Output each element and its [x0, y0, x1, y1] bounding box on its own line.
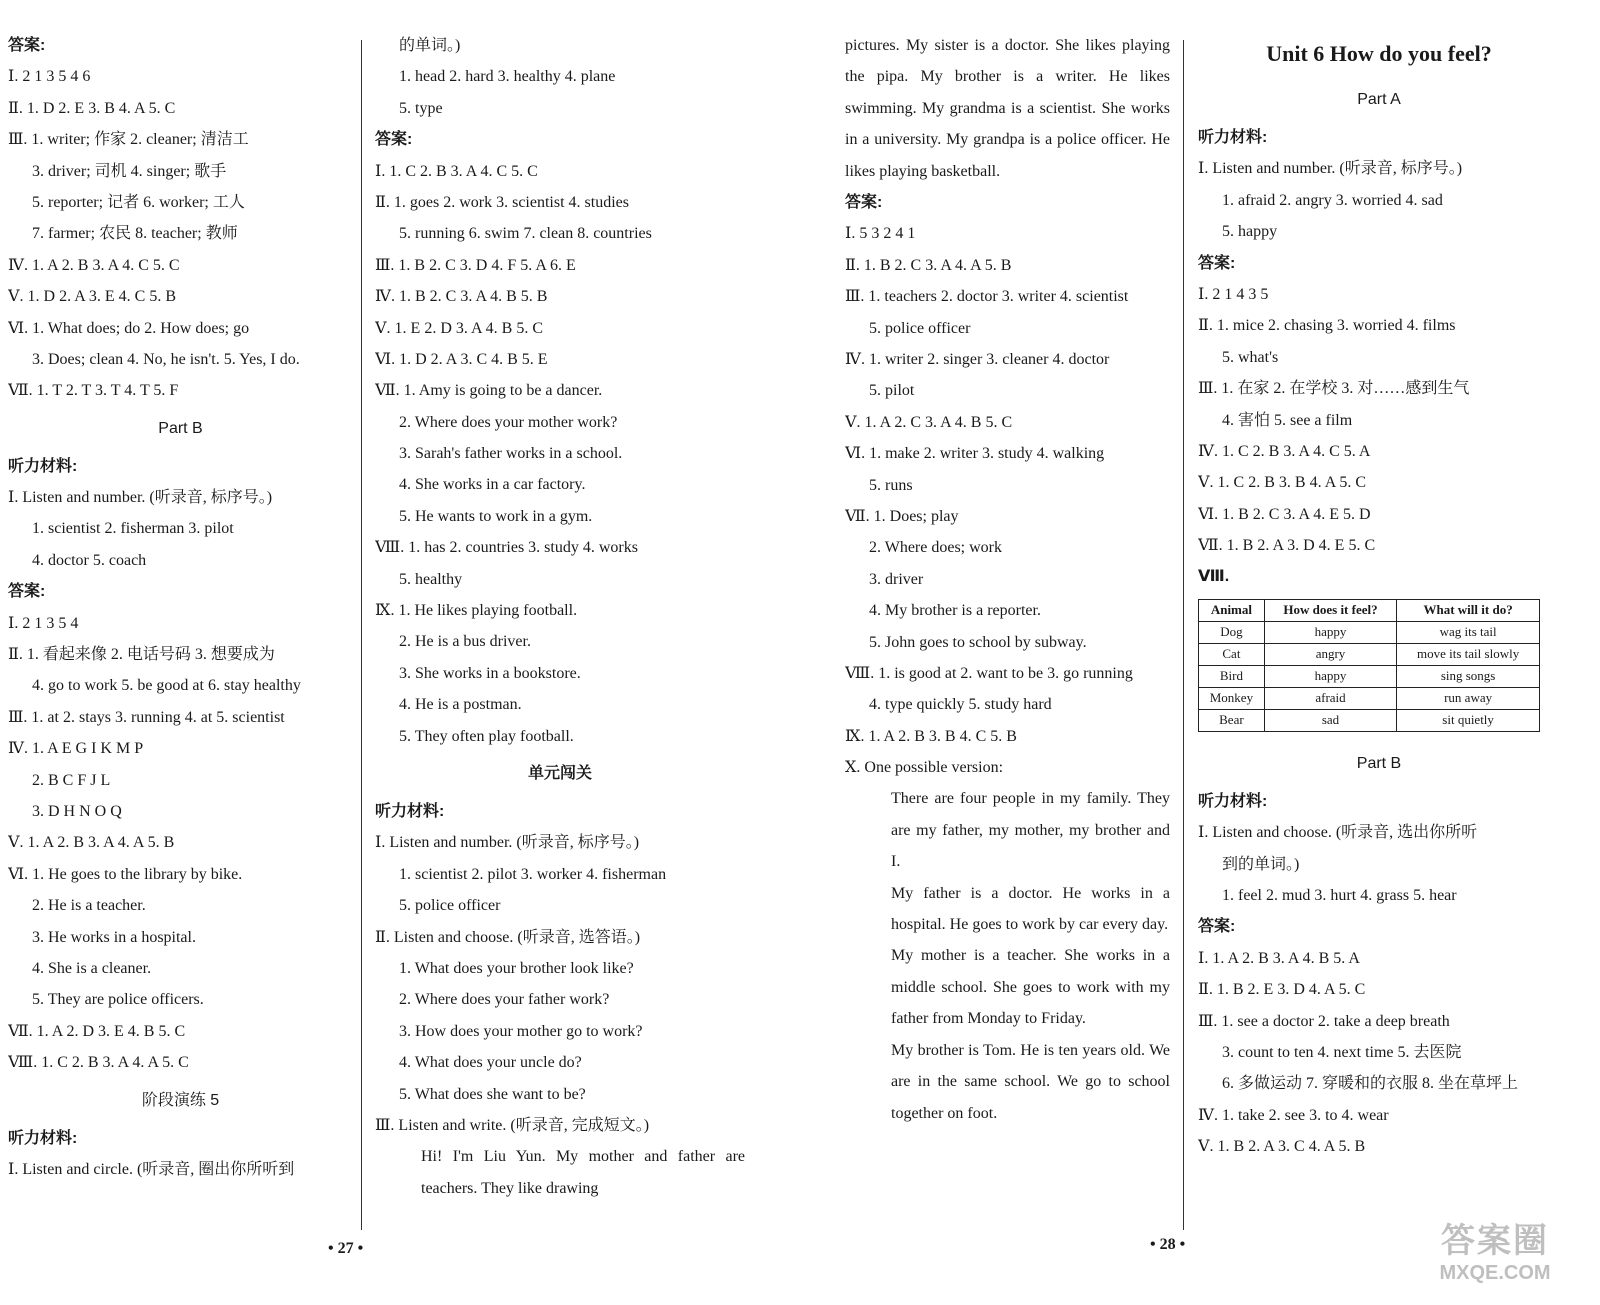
text-line: Ⅴ. 1. D 2. A 3. E 4. C 5. B	[8, 288, 177, 306]
text-line: 3. driver	[869, 570, 924, 588]
text-line: Ⅶ. 1. Amy is going to be a dancer.	[375, 382, 603, 400]
section-heading: Part B	[158, 419, 203, 437]
text-line: 4. doctor 5. coach	[32, 551, 147, 569]
text-line: Ⅳ. 1. take 2. see 3. to 4. wear	[1198, 1106, 1389, 1124]
table-cell: run away	[1397, 687, 1540, 709]
text-line: Ⅶ. 1. A 2. D 3. E 4. B 5. C	[8, 1022, 186, 1040]
text-line: 听力材料:	[8, 1129, 78, 1147]
watermark-logo	[1420, 1221, 1570, 1291]
text-line: 4. 害怕 5. see a film	[1222, 411, 1353, 429]
text-line: Ⅱ. 1. 看起来像 2. 电话号码 3. 想要成为	[8, 646, 275, 664]
unit6-part-a	[1198, 30, 1560, 593]
text-line: 3. D H N O Q	[32, 802, 122, 820]
text-line: Ⅴ. 1. E 2. D 3. A 4. B 5. C	[375, 319, 544, 337]
text-line: 5. healthy	[399, 570, 463, 588]
text-line: 2. Where does your mother work?	[399, 413, 618, 431]
text-line: 4. He is a postman.	[399, 696, 522, 714]
text-line: Ⅲ. 1. 在家 2. 在学校 3. 对……感到生气	[1198, 380, 1470, 398]
table-cell: Cat	[1199, 643, 1265, 665]
text-line: Ⅵ. 1. What does; do 2. How does; go	[8, 319, 250, 337]
text-line: 答案:	[845, 194, 883, 212]
table-cell: afraid	[1264, 687, 1396, 709]
section-heading: Unit 6 How do you feel?	[1266, 41, 1492, 66]
text-line: Ⅰ. 1. C 2. B 3. A 4. C 5. C	[375, 162, 538, 180]
text-line: 答案:	[1198, 254, 1236, 272]
text-line: Ⅲ. 1. at 2. stays 3. running 4. at 5. scientist	[8, 708, 285, 726]
text-line: Ⅰ. 1. A 2. B 3. A 4. B 5. A	[1198, 949, 1360, 967]
text-line: Ⅵ. 1. make 2. writer 3. study 4. walking	[845, 445, 1105, 463]
text-line: Ⅱ. Listen and choose. (听录音, 选答语。)	[375, 928, 641, 946]
text-line: 6. 多做运动 7. 穿暖和的衣服 8. 坐在草坪上	[1222, 1075, 1519, 1093]
text-line: 3. He works in a hospital.	[32, 928, 196, 946]
text-line: Ⅲ. 1. see a doctor 2. take a deep breath	[1198, 1012, 1450, 1030]
table-row	[1199, 687, 1540, 709]
feelings-table-header	[1199, 599, 1540, 621]
page-number-left: • 27 •	[328, 1240, 364, 1257]
text-line: 5. happy	[1222, 223, 1278, 241]
text-line: Ⅴ. 1. C 2. B 3. B 4. A 5. C	[1198, 474, 1367, 492]
text-line: 1. What does your brother look like?	[399, 959, 634, 977]
table-cell: happy	[1264, 665, 1396, 687]
section-heading: 单元闯关	[527, 764, 592, 782]
text-line: 答案:	[8, 583, 46, 601]
text-line: 1. feel 2. mud 3. hurt 4. grass 5. hear	[1222, 887, 1457, 905]
text-line: Ⅰ. Listen and circle. (听录音, 圈出你所听到	[8, 1160, 295, 1178]
text-line: 5. police officer	[869, 319, 971, 337]
text-line: 答案:	[1198, 918, 1236, 936]
text-line: My mother is a teacher. She works in a middle school. She goes to work with my father from Monday to Friday.	[891, 947, 1170, 1028]
text-line: Ⅹ. One possible version:	[845, 759, 1004, 777]
text-line: 2. Where does; work	[869, 539, 1002, 557]
text-line: Ⅲ. 1. teachers 2. doctor 3. writer 4. scientist	[845, 288, 1129, 306]
text-line: 5. type	[399, 99, 443, 117]
text-line: Ⅱ. 1. mice 2. chasing 3. worried 4. films	[1198, 317, 1456, 335]
text-line: 3. count to ten 4. next time 5. 去医院	[1222, 1043, 1462, 1061]
text-line: Ⅳ. 1. C 2. B 3. A 4. C 5. A	[1198, 442, 1371, 460]
text-line: 1. head 2. hard 3. healthy 4. plane	[399, 68, 616, 86]
text-line: 4. She is a cleaner.	[32, 959, 152, 977]
text-line: 5. They often play football.	[399, 727, 574, 745]
text-line: Ⅷ. 1. C 2. B 3. A 4. A 5. C	[8, 1054, 189, 1072]
table-cell: wag its tail	[1397, 621, 1540, 643]
text-line: Ⅰ. 2 1 3 5 4 6	[8, 68, 91, 86]
text-line: 1. afraid 2. angry 3. worried 4. sad	[1222, 191, 1443, 209]
column-2	[375, 30, 745, 1204]
text-line: 4. My brother is a reporter.	[869, 602, 1041, 620]
text-line: Ⅴ. 1. B 2. A 3. C 4. A 5. B	[1198, 1138, 1366, 1156]
text-line: 2. He is a teacher.	[32, 897, 146, 915]
text-line: Ⅵ. 1. D 2. A 3. C 4. B 5. E	[375, 350, 548, 368]
table-header-cell: What will it do?	[1397, 599, 1540, 621]
text-line: Ⅷ. 1. is good at 2. want to be 3. go running	[845, 664, 1133, 682]
table-cell: sing songs	[1397, 665, 1540, 687]
watermark-url: MXQE.COM	[1439, 1262, 1551, 1284]
text-line: Ⅱ. 1. B 2. C 3. A 4. A 5. B	[845, 256, 1012, 274]
text-line: 4. What does your uncle do?	[399, 1054, 582, 1072]
text-line: Ⅰ. Listen and choose. (听录音, 选出你所听	[1198, 824, 1478, 842]
text-line: 5. What does she want to be?	[399, 1085, 586, 1103]
text-line: My brother is Tom. He is ten years old. We are in the same school. We go to school together on foot.	[891, 1041, 1170, 1122]
text-line: 3. How does your mother go to work?	[399, 1022, 643, 1040]
text-line: There are four people in my family. They are my father, my mother, my brother and I.	[891, 790, 1170, 871]
text-line: 听力材料:	[375, 802, 445, 820]
table-cell: Bird	[1199, 665, 1265, 687]
feelings-table	[1198, 599, 1540, 732]
text-line: 3. Does; clean 4. No, he isn't. 5. Yes, I do.	[32, 350, 300, 368]
text-line: Ⅶ. 1. T 2. T 3. T 4. T 5. F	[8, 382, 179, 400]
table-cell: happy	[1264, 621, 1396, 643]
section-heading: Part B	[1356, 754, 1402, 772]
text-line: 4. She works in a car factory.	[399, 476, 586, 494]
text-line: Ⅳ. 1. A E G I K M P	[8, 740, 144, 758]
table-cell: Bear	[1199, 709, 1265, 731]
text-line: My father is a doctor. He works in a hospital. He goes to work by car every day.	[891, 884, 1170, 934]
text-line: Ⅳ. 1. writer 2. singer 3. cleaner 4. doctor	[845, 350, 1110, 368]
text-line: Hi! I'm Liu Yun. My mother and father are teachers. They like drawing	[421, 1148, 745, 1197]
text-line: Ⅱ. 1. goes 2. work 3. scientist 4. studies	[375, 193, 629, 211]
column-3	[845, 30, 1170, 1129]
table-cell: move its tail slowly	[1397, 643, 1540, 665]
page-number-right: • 28 •	[1150, 1236, 1186, 1253]
text-line: 2. He is a bus driver.	[399, 633, 531, 651]
text-line: Ⅶ. 1. B 2. A 3. D 4. E 5. C	[1198, 537, 1376, 555]
table-row	[1199, 621, 1540, 643]
text-line: 3. Sarah's father works in a school.	[399, 445, 623, 463]
text-line: Ⅶ. 1. Does; play	[845, 507, 959, 525]
column-divider	[361, 40, 362, 1230]
text-line: 5. He wants to work in a gym.	[399, 507, 593, 525]
watermark-text: 答案圈	[1441, 1222, 1549, 1260]
text-line: Ⅷ.	[1198, 568, 1230, 586]
text-line: Ⅰ. 5 3 2 4 1	[845, 225, 916, 243]
column-4	[1198, 30, 1560, 1163]
text-line: Ⅸ. 1. He likes playing football.	[375, 602, 578, 620]
column-divider	[1183, 40, 1184, 1230]
text-line: 2. Where does your father work?	[399, 991, 610, 1009]
text-line: Ⅰ. 2 1 3 5 4	[8, 614, 79, 632]
text-line: 5. reporter; 记者 6. worker; 工人	[32, 193, 245, 211]
section-heading: 阶段演练 5	[141, 1091, 220, 1109]
text-line: Ⅱ. 1. B 2. E 3. D 4. A 5. C	[1198, 981, 1366, 999]
text-line: 2. B C F J L	[32, 771, 111, 789]
text-line: 5. running 6. swim 7. clean 8. countries	[399, 225, 652, 243]
text-line: 1. scientist 2. fisherman 3. pilot	[32, 520, 234, 538]
table-cell: Monkey	[1199, 687, 1265, 709]
text-line: Ⅲ. 1. B 2. C 3. D 4. F 5. A 6. E	[375, 256, 576, 274]
text-line: Ⅴ. 1. A 2. B 3. A 4. A 5. B	[8, 834, 175, 852]
table-cell: Dog	[1199, 621, 1265, 643]
text-line: Ⅲ. 1. writer; 作家 2. cleaner; 清洁工	[8, 131, 249, 149]
text-line: 答案:	[8, 37, 46, 54]
text-line: Ⅰ. Listen and number. (听录音, 标序号。)	[1198, 160, 1463, 178]
text-line: 4. go to work 5. be good at 6. stay healthy	[32, 677, 301, 695]
text-line: 的单词。)	[399, 37, 461, 54]
table-cell: angry	[1264, 643, 1396, 665]
text-line: Ⅲ. Listen and write. (听录音, 完成短文。)	[375, 1116, 650, 1134]
text-line: 听力材料:	[1198, 129, 1268, 146]
text-line: 听力材料:	[1198, 792, 1268, 810]
text-line: pictures. My sister is a doctor. She likes playing the pipa. My brother is a writer. He likes swimming. My grandma is a scientist. She works in a university. My grandpa is a police officer. He likes playing basketball.	[845, 37, 1170, 180]
text-line: 5. what's	[1222, 348, 1279, 366]
text-line: 7. farmer; 农民 8. teacher; 教师	[32, 225, 238, 243]
text-line: 4. type quickly 5. study hard	[869, 696, 1052, 714]
table-row	[1199, 665, 1540, 687]
table-row	[1199, 709, 1540, 731]
text-line: Ⅵ. 1. B 2. C 3. A 4. E 5. D	[1198, 505, 1371, 523]
table-cell: sit quietly	[1397, 709, 1540, 731]
text-line: 5. runs	[869, 476, 913, 494]
table-cell: sad	[1264, 709, 1396, 731]
section-heading: Part A	[1357, 91, 1401, 108]
text-line: 5. They are police officers.	[32, 991, 204, 1009]
text-line: Ⅷ. 1. has 2. countries 3. study 4. works	[375, 539, 638, 557]
text-line: 3. She works in a bookstore.	[399, 664, 581, 682]
table-header-cell: How does it feel?	[1264, 599, 1396, 621]
text-line: Ⅸ. 1. A 2. B 3. B 4. C 5. B	[845, 727, 1017, 745]
text-line: 听力材料:	[8, 457, 78, 475]
text-line: Ⅱ. 1. D 2. E 3. B 4. A 5. C	[8, 99, 176, 117]
table-header-cell: Animal	[1199, 599, 1265, 621]
text-line: Ⅰ. 2 1 4 3 5	[1198, 285, 1269, 303]
text-line: 1. scientist 2. pilot 3. worker 4. fisherman	[399, 865, 667, 883]
text-line: 到的单词。)	[1222, 855, 1300, 873]
text-line: 3. driver; 司机 4. singer; 歌手	[32, 162, 227, 180]
text-line: 答案:	[375, 131, 413, 149]
text-line: Ⅳ. 1. A 2. B 3. A 4. C 5. C	[8, 256, 180, 274]
table-row	[1199, 643, 1540, 665]
column-1	[8, 30, 353, 1185]
text-line: Ⅳ. 1. B 2. C 3. A 4. B 5. B	[375, 288, 548, 306]
text-line: 5. pilot	[869, 382, 915, 400]
unit6-part-b	[1198, 742, 1560, 1163]
text-line: Ⅴ. 1. A 2. C 3. A 4. B 5. C	[845, 413, 1013, 431]
text-line: 5. police officer	[399, 897, 501, 915]
text-line: Ⅰ. Listen and number. (听录音, 标序号。)	[8, 489, 273, 507]
text-line: Ⅵ. 1. He goes to the library by bike.	[8, 865, 243, 883]
text-line: Ⅰ. Listen and number. (听录音, 标序号。)	[375, 834, 640, 852]
text-line: 5. John goes to school by subway.	[869, 633, 1087, 651]
